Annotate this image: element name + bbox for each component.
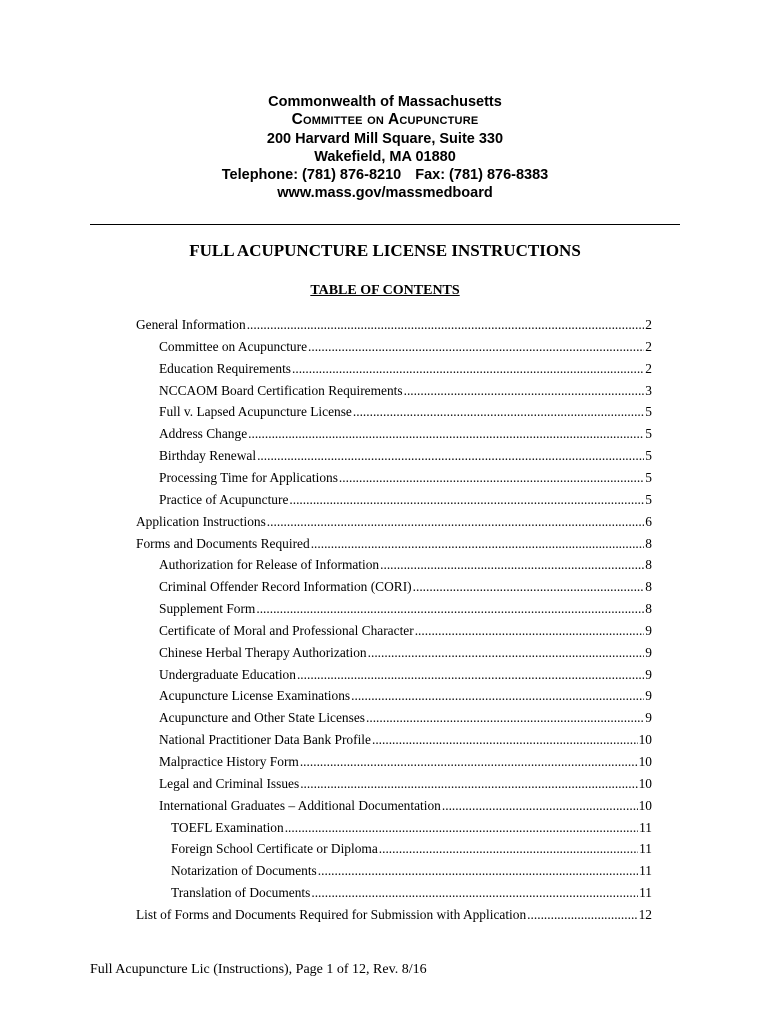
toc-entry[interactable] <box>171 820 652 840</box>
toc-entry[interactable] <box>159 667 652 687</box>
toc-entry-label: Foreign School Certificate or Diploma <box>171 841 378 857</box>
toc-dot-leader <box>311 885 638 901</box>
toc-entry-label: Processing Time for Applications <box>159 469 338 485</box>
toc-dot-leader <box>339 470 644 486</box>
toc-entry[interactable] <box>159 470 652 490</box>
toc-entry-page: 5 <box>645 469 652 485</box>
toc-entry-label: Certificate of Moral and Professional Character <box>159 622 414 638</box>
toc-dot-leader <box>413 579 645 595</box>
toc-entry-page: 11 <box>639 819 652 835</box>
toc-dot-leader <box>267 514 645 530</box>
toc-entry-page: 3 <box>645 382 652 398</box>
toc-entry-label: Authorization for Release of Information <box>159 557 380 573</box>
toc-dot-leader <box>256 601 644 617</box>
toc-entry-page: 10 <box>638 797 652 813</box>
toc-dot-leader <box>415 623 645 639</box>
toc-entry-page: 9 <box>645 688 652 704</box>
toc-dot-leader <box>308 339 644 355</box>
toc-entry-page: 11 <box>639 885 652 901</box>
toc-entry[interactable] <box>159 361 652 381</box>
toc-entry-page: 5 <box>645 448 652 464</box>
toc-dot-leader <box>318 863 638 879</box>
toc-dot-leader <box>297 667 644 683</box>
toc-entry[interactable] <box>159 448 652 468</box>
toc-entry-label: Acupuncture License Examinations <box>159 688 351 704</box>
toc-entry-label: General Information <box>136 317 246 332</box>
toc-entry[interactable] <box>159 426 652 446</box>
toc-entry[interactable] <box>159 754 652 774</box>
toc-entry-page: 11 <box>639 863 652 879</box>
toc-entry-page: 8 <box>645 579 652 595</box>
toc-entry[interactable] <box>171 885 652 905</box>
toc-dot-leader <box>442 798 638 814</box>
toc-entry[interactable] <box>136 317 652 337</box>
toc-entry-label: Criminal Offender Record Information (CORI) <box>159 579 412 595</box>
toc-dot-leader <box>404 383 645 399</box>
toc-entry[interactable] <box>136 536 652 556</box>
toc-entry-label: Malpractice History Form <box>159 754 299 769</box>
document-title: FULL ACUPUNCTURE LICENSE INSTRUCTIONS <box>189 241 581 260</box>
toc-dot-leader <box>368 645 645 661</box>
toc-entry-label: Address Change <box>159 426 248 442</box>
toc-entry-page: 8 <box>645 535 652 551</box>
header-divider <box>90 224 680 225</box>
toc-entry[interactable] <box>159 557 652 577</box>
toc-entry-page: 8 <box>645 557 652 573</box>
toc-dot-leader <box>311 536 645 552</box>
toc-entry-label: Full v. Lapsed Acupuncture License <box>159 404 352 420</box>
toc-entry-label: Undergraduate Education <box>159 666 296 682</box>
address-line-1: 200 Harvard Mill Square, Suite 330 <box>266 130 504 147</box>
toc-dot-leader <box>289 492 644 508</box>
commonwealth-heading: Commonwealth of Massachusetts <box>268 94 502 110</box>
toc-entry[interactable] <box>136 514 652 534</box>
toc-entry-page: 2 <box>645 338 652 354</box>
contact-numbers <box>0 166 770 184</box>
toc-dot-leader <box>372 732 638 748</box>
toc-entry-label: Application Instructions <box>136 513 266 529</box>
toc-entry-label: Education Requirements <box>159 360 292 376</box>
toc-entry-page: 9 <box>645 644 652 660</box>
toc-entry[interactable] <box>171 863 652 883</box>
toc-entry-label: Birthday Renewal <box>159 448 257 464</box>
toc-dot-leader <box>292 361 644 377</box>
toc-entry[interactable] <box>159 601 652 621</box>
page-footer: Full Acupuncture Lic (Instructions), Page 1 of 12, Rev. 8/16 <box>90 962 427 977</box>
toc-entry[interactable] <box>159 383 652 403</box>
toc-dot-leader <box>257 448 644 464</box>
toc-entry-page: 10 <box>638 775 652 791</box>
toc-dot-leader <box>366 710 644 726</box>
fax-number: Fax: (781) 876-8383 <box>415 167 549 184</box>
toc-dot-leader <box>380 557 644 573</box>
toc-entry-page: 12 <box>638 906 652 922</box>
toc-dot-leader <box>300 754 638 770</box>
toc-entry-page: 11 <box>639 841 652 857</box>
toc-entry-page: 10 <box>638 754 652 769</box>
toc-entry-label: Forms and Documents Required <box>136 535 310 551</box>
address-line-2: Wakefield, MA 01880 <box>314 148 456 165</box>
toc-entry[interactable] <box>159 776 652 796</box>
toc-entry-label: Supplement Form <box>159 601 256 617</box>
toc-entry-label: NCCAOM Board Certification Requirements <box>159 382 403 398</box>
toc-entry-label: TOEFL Examination <box>171 819 284 835</box>
toc-entry[interactable] <box>159 732 652 752</box>
toc-entry-page: 8 <box>645 601 652 617</box>
toc-entry[interactable] <box>159 798 652 818</box>
toc-entry-label: International Graduates – Additional Documentation <box>159 797 441 813</box>
toc-entry[interactable] <box>159 623 652 643</box>
toc-entry[interactable] <box>159 688 652 708</box>
toc-entry-label: List of Forms and Documents Required for Submission with Application <box>136 906 527 922</box>
toc-entry-page: 10 <box>638 732 652 748</box>
toc-dot-leader <box>247 317 645 333</box>
toc-entry-page: 5 <box>645 426 652 442</box>
toc-entry-label: Notarization of Documents <box>171 863 317 879</box>
toc-entry-label: Chinese Herbal Therapy Authorization <box>159 644 367 660</box>
toc-dot-leader <box>379 841 638 857</box>
toc-entry[interactable] <box>136 907 652 927</box>
toc-heading: TABLE OF CONTENTS <box>310 283 460 298</box>
telephone-number: Telephone: (781) 876-8210 <box>221 167 402 184</box>
toc-dot-leader <box>527 907 637 923</box>
toc-entry[interactable] <box>159 404 652 424</box>
toc-dot-leader <box>351 688 644 704</box>
toc-entry-page: 2 <box>645 317 652 332</box>
toc-entry-page: 9 <box>645 666 652 682</box>
toc-entry[interactable] <box>159 339 652 359</box>
toc-dot-leader <box>285 820 638 836</box>
toc-entry-label: Practice of Acupuncture <box>159 491 289 507</box>
letterhead <box>0 93 770 203</box>
toc-dot-leader <box>248 426 644 442</box>
toc-entry-label: Acupuncture and Other State Licenses <box>159 710 365 726</box>
toc-entry-page: 6 <box>645 513 652 529</box>
toc-entry-label: Committee on Acupuncture <box>159 338 308 354</box>
toc-entry-page: 2 <box>645 360 652 376</box>
toc-entry-label: National Practitioner Data Bank Profile <box>159 732 371 748</box>
toc-entry-page: 5 <box>645 491 652 507</box>
toc-entry[interactable] <box>159 645 652 665</box>
toc-dot-leader <box>300 776 637 792</box>
committee-name: Committee on Acupuncture <box>291 111 479 129</box>
toc-entry-label: Translation of Documents <box>171 885 311 901</box>
toc-entry-page: 9 <box>645 710 652 726</box>
toc-entry-page: 5 <box>645 404 652 420</box>
website-link[interactable]: www.mass.gov/massmedboard <box>277 185 493 202</box>
toc-entry[interactable] <box>171 841 652 861</box>
toc-dot-leader <box>353 404 644 420</box>
toc-entry[interactable] <box>159 492 652 512</box>
toc-entry-page: 9 <box>645 622 652 638</box>
toc-entry[interactable] <box>159 579 652 599</box>
toc-entry-label: Legal and Criminal Issues <box>159 775 300 791</box>
toc-entry[interactable] <box>159 710 652 730</box>
